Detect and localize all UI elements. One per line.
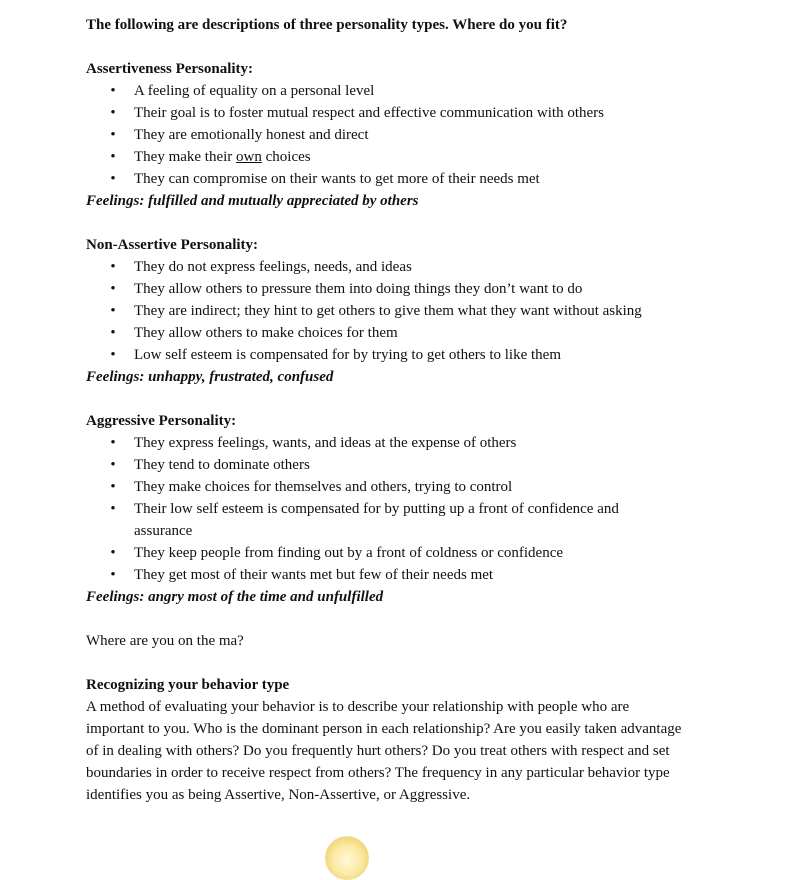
list-item: • They get most of their wants met but few of their needs met <box>86 564 696 586</box>
spacer <box>86 212 696 234</box>
spacer <box>86 652 696 674</box>
list-item: • They allow others to pressure them into doing things they don’t want to do <box>86 278 696 300</box>
bullet-icon: • <box>110 303 116 319</box>
feelings-aggressive: Feelings: angry most of the time and unfulfilled <box>86 589 384 605</box>
section-heading-aggressive: Aggressive Personality: <box>86 413 237 429</box>
list-item: • They allow others to make choices for them <box>86 322 696 344</box>
bullet-icon: • <box>110 281 116 297</box>
section-heading-assertive: Assertiveness Personality: <box>86 61 254 77</box>
list-item: • Low self esteem is compensated for by trying to get others to like them <box>86 344 696 366</box>
spacer <box>86 608 696 630</box>
aggressive-bullet-list <box>86 432 696 586</box>
assertive-bullet-list <box>86 80 696 190</box>
spacer <box>86 388 696 410</box>
list-item: • They make choices for themselves and others, trying to control <box>86 476 696 498</box>
spacer <box>86 36 696 58</box>
bullet-icon: • <box>110 435 116 451</box>
document-page <box>86 14 696 806</box>
list-item: • They tend to dominate others <box>86 454 696 476</box>
list-item: • A feeling of equality on a personal level <box>86 80 696 102</box>
list-item: • They are indirect; they hint to get others to give them what they want without asking <box>86 300 696 322</box>
bullet-icon: • <box>110 259 116 275</box>
list-item: • Their low self esteem is compensated for by putting up a front of confidence and assurance <box>86 498 654 542</box>
bullet-icon: • <box>110 457 116 473</box>
list-item: • They express feelings, wants, and ideas at the expense of others <box>86 432 696 454</box>
list-item: • They make their own choices <box>86 146 696 168</box>
list-item: • They keep people from finding out by a front of coldness or confidence <box>86 542 696 564</box>
list-item: • They do not express feelings, needs, and ideas <box>86 256 696 278</box>
bullet-icon: • <box>110 149 116 165</box>
bullet-icon: • <box>110 83 116 99</box>
list-item: • Their goal is to foster mutual respect and effective communication with others <box>86 102 696 124</box>
recognize-paragraph: A method of evaluating your behavior is to describe your relationship with people who are important to you. Who is the dominant person in each relationship? Are you easily taken advantage of in dealing with others? Do you frequently hurt others? Do you treat others with respect and set boundaries in order to receive respect from others? The frequency in any particular behavior type identifies you as being Assertive, Non-Assertive, or Aggressive. <box>86 699 682 803</box>
bullet-icon: • <box>110 545 116 561</box>
bullet-icon: • <box>110 347 116 363</box>
list-item: • They are emotionally honest and direct <box>86 124 696 146</box>
bullet-icon: • <box>110 325 116 341</box>
non-assertive-bullet-list <box>86 256 696 366</box>
question-text: Where are you on the ma? <box>86 633 244 649</box>
bullet-icon: • <box>110 127 116 143</box>
underlined-word: own <box>236 149 262 165</box>
bullet-icon: • <box>110 105 116 121</box>
list-item: • They can compromise on their wants to get more of their needs met <box>86 168 696 190</box>
section-heading-non-assertive: Non-Assertive Personality: <box>86 237 259 253</box>
bullet-icon: • <box>110 171 116 187</box>
floating-assistant-icon[interactable] <box>325 836 369 880</box>
bullet-icon: • <box>110 479 116 495</box>
feelings-assertive: Feelings: fulfilled and mutually appreciated by others <box>86 193 419 209</box>
recognize-heading: Recognizing your behavior type <box>86 677 290 693</box>
feelings-non-assertive: Feelings: unhappy, frustrated, confused <box>86 369 334 385</box>
bullet-icon: • <box>110 567 116 583</box>
intro-text: The following are descriptions of three personality types. Where do you fit? <box>86 17 568 33</box>
bullet-icon: • <box>110 501 116 517</box>
